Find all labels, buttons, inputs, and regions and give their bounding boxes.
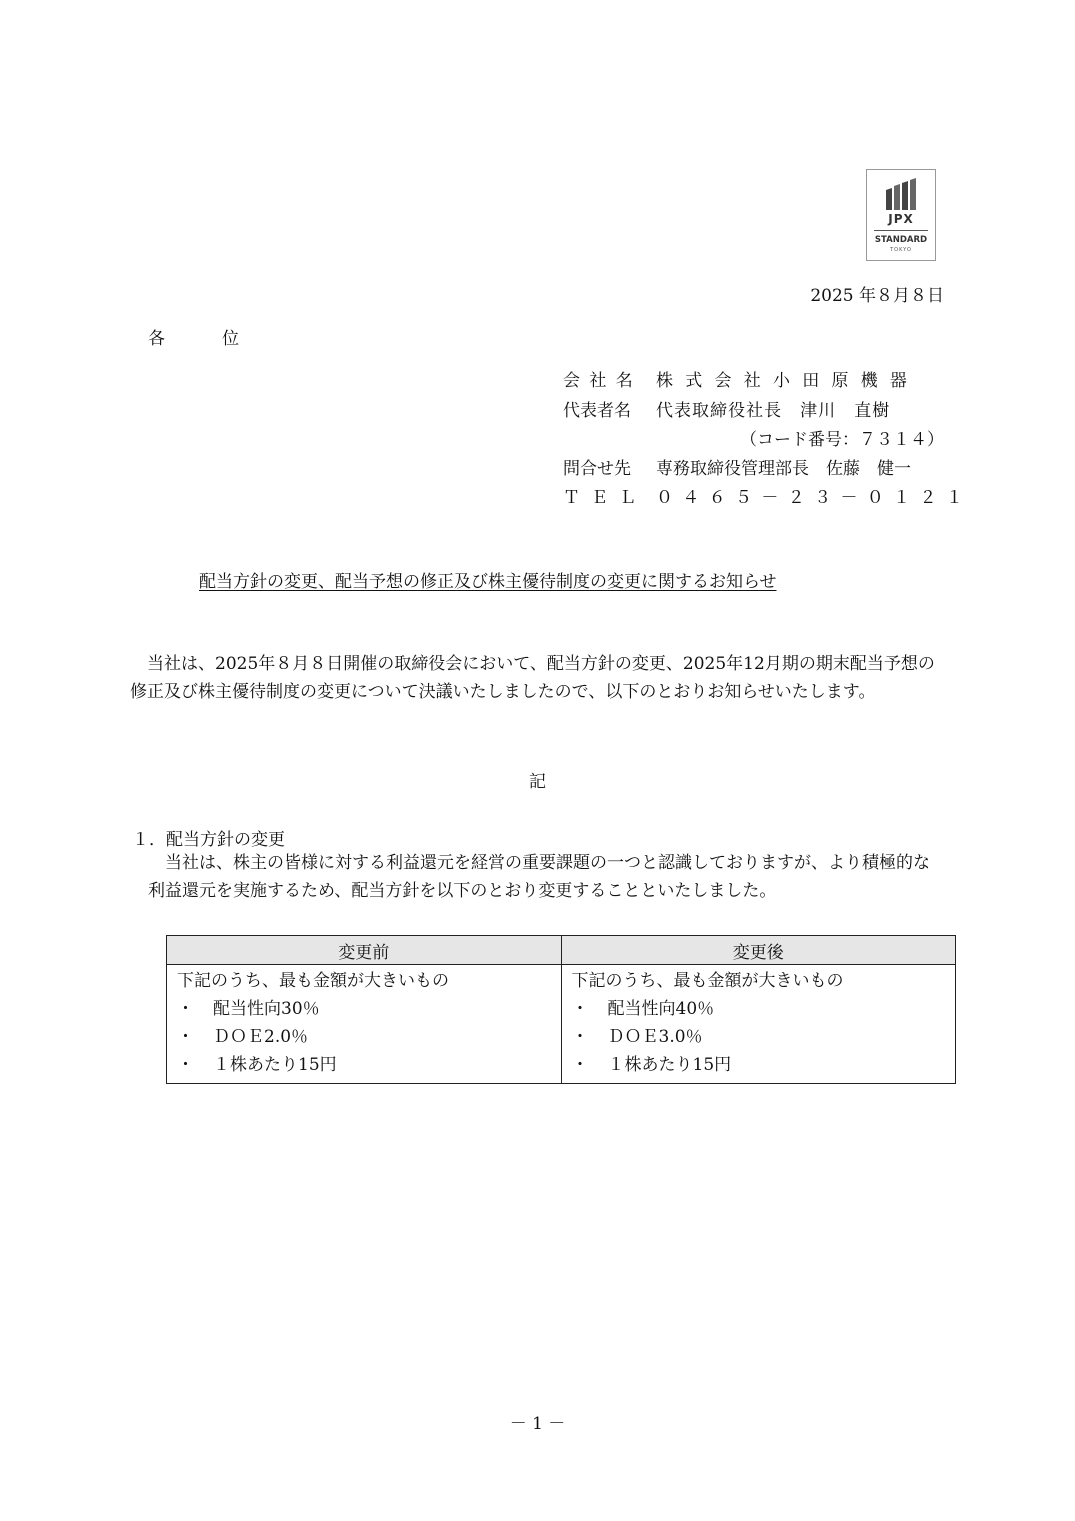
document-date: 2025 年８月８日 xyxy=(810,286,944,306)
section-1-heading: １．配当方針の変更 xyxy=(132,830,285,850)
logo-market-text: STANDARD xyxy=(874,235,928,245)
list-item xyxy=(177,1051,551,1079)
header-after: 変更後 xyxy=(561,936,956,965)
bullet: ・ xyxy=(177,1027,194,1047)
table-header-row xyxy=(167,936,956,965)
logo-city-text: TOKYO xyxy=(890,247,912,253)
tel-value: ０４６５－２３－０１２１ xyxy=(656,488,973,508)
intro-paragraph: 当社は、2025年８月８日開催の取締役会において、配当方針の変更、2025年12月期の期末配当予想の修正及び株主優待制度の変更について決議いたしましたので、以下のとおりお知らせいたします。 xyxy=(130,654,935,702)
page-number: － 1 － xyxy=(509,1414,566,1434)
before-cell xyxy=(167,965,562,1084)
contact-label: 問合せ先 xyxy=(563,459,631,479)
contact-value: 専務取締役管理部長 佐藤 健一 xyxy=(656,459,911,479)
notice-title: 配当方針の変更、配当予想の修正及び株主優待制度の変更に関するお知らせ xyxy=(199,572,777,592)
addressee-label: 各 xyxy=(148,329,165,349)
representative-value: 代表取締役社長 津川 直樹 xyxy=(656,401,891,421)
list-item xyxy=(177,1023,551,1051)
list-item xyxy=(572,1051,946,1079)
after-cell xyxy=(561,965,956,1084)
after-item-2: ＤＯＥ3.0％ xyxy=(607,1027,703,1047)
before-item-1: 配当性向30％ xyxy=(213,999,320,1019)
bullet: ・ xyxy=(571,1055,589,1075)
list-item xyxy=(177,995,551,1023)
after-lead: 下記のうち、最も金額が大きいもの xyxy=(571,971,844,991)
jpx-bars-icon xyxy=(884,178,920,210)
company-name-label: 会社名 xyxy=(563,371,643,391)
stock-code: （コード番号：７３１４） xyxy=(740,430,944,450)
list-item xyxy=(572,1023,946,1051)
before-lead: 下記のうち、最も金額が大きいもの xyxy=(177,971,449,991)
header-before: 変更前 xyxy=(167,936,562,965)
list-item xyxy=(572,995,946,1023)
representative-label: 代表者名 xyxy=(563,401,631,421)
addressee-label-2: 位 xyxy=(222,329,239,349)
table-row xyxy=(167,965,956,1084)
before-item-2: ＤＯＥ2.0％ xyxy=(213,1027,309,1047)
bullet: ・ xyxy=(571,1027,589,1047)
logo-divider xyxy=(874,230,928,231)
ki-marker: 記 xyxy=(529,772,546,792)
jpx-standard-logo xyxy=(866,169,936,261)
bullet: ・ xyxy=(177,1055,194,1075)
bullet: ・ xyxy=(177,999,194,1019)
company-name-value: 株式会社小田原機器 xyxy=(656,371,920,391)
after-item-1: 配当性向40％ xyxy=(607,999,715,1019)
before-item-3: １株あたり15円 xyxy=(213,1055,337,1075)
logo-jpx-text: JPX xyxy=(888,212,914,226)
dividend-policy-table xyxy=(166,935,956,1084)
section-1-body: 当社は、株主の皆様に対する利益還元を経営の重要課題の一つと認識しておりますが、より積極的な利益還元を実施するため、配当方針を以下のとおり変更することといたしました。 xyxy=(148,853,930,901)
tel-label: ＴＥＬ xyxy=(563,488,648,508)
bullet: ・ xyxy=(571,999,589,1019)
after-item-3: １株あたり15円 xyxy=(607,1055,732,1075)
